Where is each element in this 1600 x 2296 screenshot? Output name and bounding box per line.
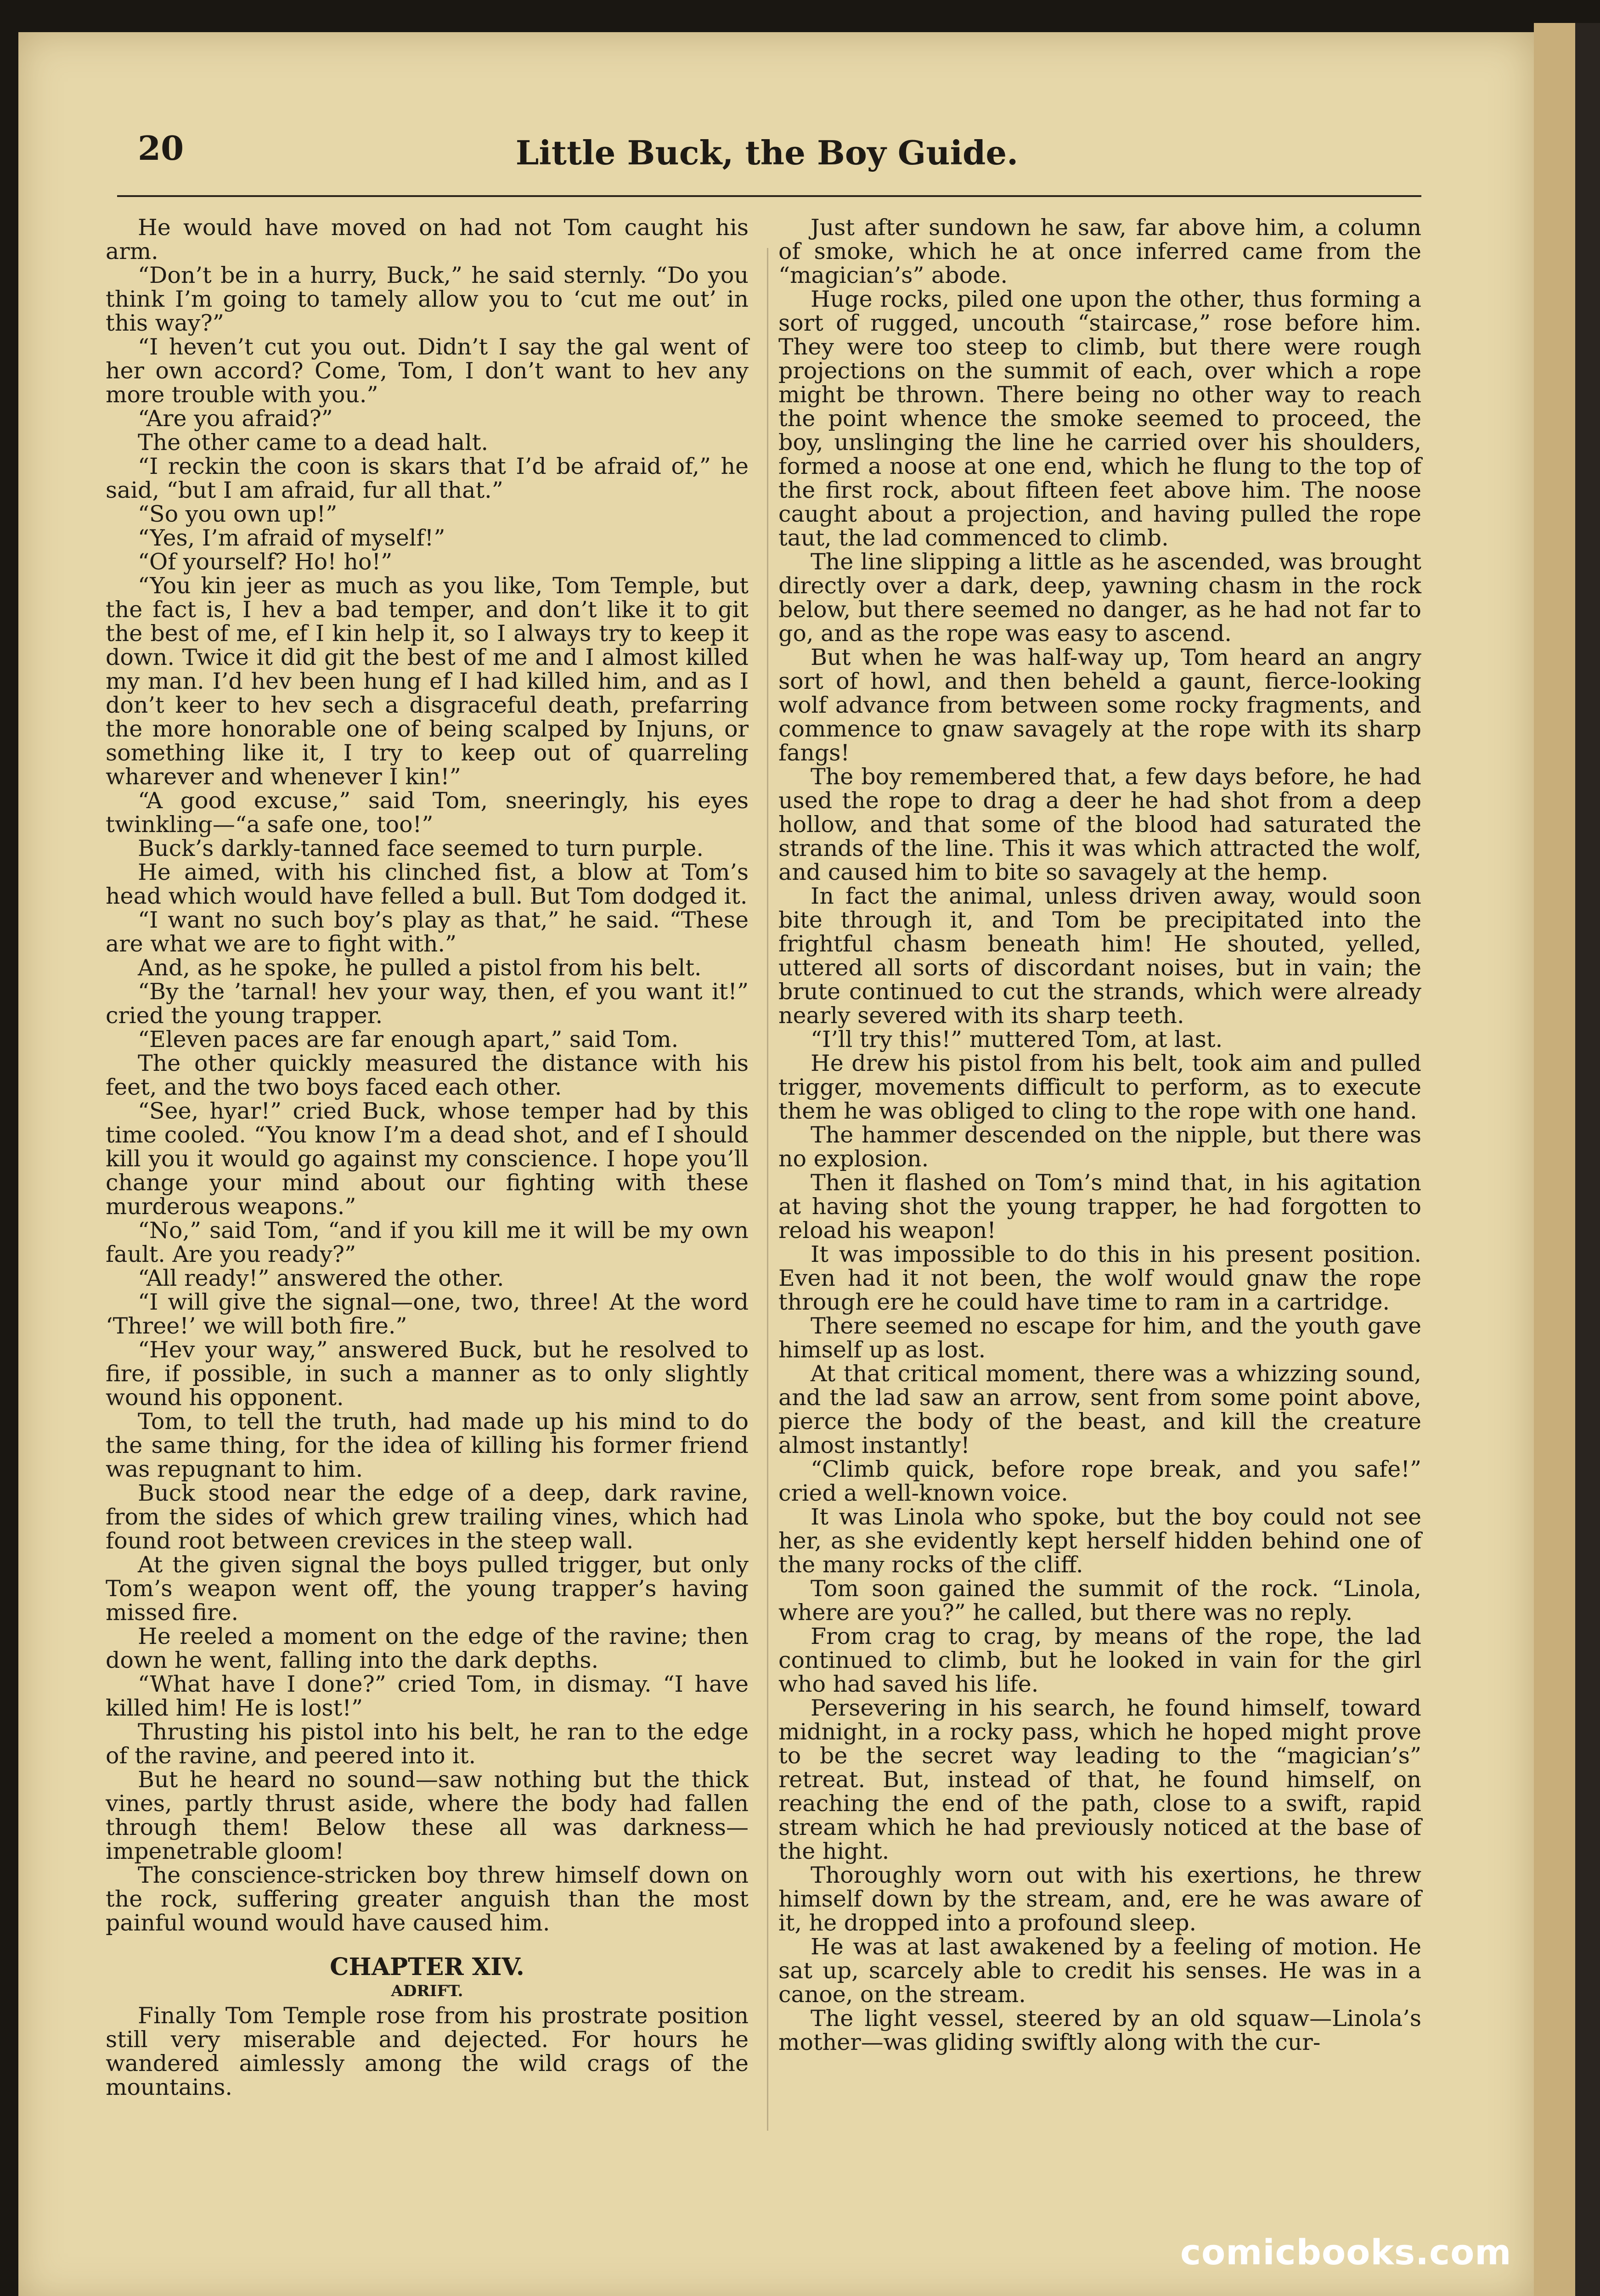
paragraph: In fact the animal, unless driven away, would soon bite through it, and Tom be precipitated into the frightful chasm beneath him! He shouted, yelled, uttered all sorts of discordant noises, but in vain; the brute continued to cut the strands, which were already nearly severed with its sharp teeth. [778,883,1421,1029]
paragraph: “All ready!” answered the other. [138,1265,504,1291]
header-rule [117,195,1421,197]
paragraph: “By the ’tarnal! hev your way, then, ef you want it!” cried the young trapper. [106,979,749,1029]
paragraph: Thoroughly worn out with his exertions, he threw himself down by the stream, and, ere he was aware of it, he dropped into a profound sleep. [778,1862,1421,1936]
paragraph: The light vessel, steered by an old squaw—Linola’s mother—was gliding swiftly along with the cur- [778,2005,1421,2055]
chapter-subtitle: ADRIFT. [391,1982,463,2000]
paragraph: “Eleven paces are far enough apart,” said Tom. [138,1026,679,1052]
paragraph: The other came to a dead halt. [138,429,489,456]
paragraph: Then it flashed on Tom’s mind that, in his agitation at having shot the young trapper, he had forgotten to reload his weapon! [778,1170,1421,1244]
paragraph: “Climb quick, before rope break, and you safe!” cried a well-known voice. [778,1456,1421,1506]
paragraph: “You kin jeer as much as you like, Tom Temple, but the fact is, I hev a bad temper, and don’t like it to git the best of me, ef I kin help it, so I always try to keep it down. Twice it did git the best of me and I almost killed my man. I’d hev been hung ef I had killed him, and as I don’t keer to hev sech a disgraceful death, prefarring the more honorable one of being scalped by Injuns, or something like it, I try to keep out of quarreling wharever and whenever I kin!” [106,573,749,790]
paragraph: “I reckin the coon is skars that I’d be afraid of,” he said, “but I am afraid, fur all that.” [106,453,749,503]
paragraph: Persevering in his search, he found himself, toward midnight, in a rocky pass, which he hoped might prove to be the secret way leading to the “magician’s” retreat. But, instead of that, he found himself, on reaching the end of the path, close to a swift, rapid stream which he had previously noticed at the base of the hight. [778,1695,1421,1864]
page-number: 20 [138,129,184,168]
paragraph: “I want no such boy’s play as that,” he said. “These are what we are to fight with.” [106,907,749,957]
paragraph: The hammer descended on the nipple, but there was no explosion. [778,1122,1421,1172]
paragraph: The conscience-stricken boy threw himself down on the rock, suffering greater anguish than the most painful wound would have caused him. [106,1862,749,1936]
paragraph: And, as he spoke, he pulled a pistol from his belt. [138,955,702,981]
chapter-opening-paragraph: Finally Tom Temple rose from his prostrate position still very miserable and dejected. For hours he wandered aimlessly among the wild crags of the mountains. [106,2003,749,2100]
paragraph: The other quickly measured the distance with his feet, and the two boys faced each other. [106,1050,749,1100]
paragraph: But he heard no sound—saw nothing but the thick vines, partly thrust aside, where the body had fallen through them! Below these all was darkness—impenetrable gloom! [106,1767,749,1864]
page-header [110,115,1424,184]
paragraph: “I will give the signal—one, two, three! At the word ‘Three!’ we will both fire.” [106,1289,749,1339]
paragraph: There seemed no escape for him, and the youth gave himself up as lost. [778,1313,1421,1363]
paragraph: From crag to crag, by means of the rope, the lad continued to climb, but he looked in vain for the girl who had saved his life. [778,1623,1421,1697]
paragraph: Buck’s darkly-tanned face seemed to turn purple. [138,835,704,861]
paragraph: “A good excuse,” said Tom, sneeringly, his eyes twinkling—“a safe one, too!” [106,788,749,838]
running-title: Little Buck, the Boy Guide. [515,133,1019,172]
paragraph: The boy remembered that, a few days before, he had used the rope to drag a deer he had shot from a deep hollow, and that some of the blood had saturated the strands of the line. This it was which attracted the wolf, and caused him to bite so savagely at the hemp. [778,764,1421,885]
paragraph: Buck stood near the edge of a deep, dark ravine, from the sides of which grew trailing vines, which had found root between crevices in the steep wall. [106,1480,749,1554]
binding-shadow [1575,23,1600,2296]
paragraph: He reeled a moment on the edge of the ravine; then down he went, falling into the dark depths. [106,1623,749,1673]
paragraph: “I heven’t cut you out. Didn’t I say the gal went of her own accord? Come, Tom, I don’t want to hev any more trouble with you.” [106,334,749,408]
paragraph: It was impossible to do this in his present position. Even had it not been, the wolf would gnaw the rope through ere he could have time to ram in a cartridge. [778,1241,1421,1315]
paragraph: “Of yourself? Ho! ho!” [138,549,393,575]
paragraph: Huge rocks, piled one upon the other, thus forming a sort of rugged, uncouth “staircase,” rose before him. They were too steep to climb, but there were rough projections on the summit of each, over which a rope might be thrown. There being no other way to reach the point whence the smoke seemed to proceed, the boy, unslinging the line he carried over his shoulders, formed a noose at one end, which he flung to the top of the first rock, about fifteen feet above him. The noose caught about a projection, and having pulled the rope taut, the lad commenced to climb. [778,286,1421,551]
paragraph: “So you own up!” [138,501,338,527]
paragraph: Tom, to tell the truth, had made up his mind to do the same thing, for the idea of killing his former friend was repugnant to him. [106,1408,749,1482]
paragraph: The line slipping a little as he ascended, was brought directly over a dark, deep, yawning chasm in the rock below, but there seemed no danger, as he had not far to go, and as the rope was easy to ascend. [778,549,1421,647]
paragraph: “Yes, I’m afraid of myself!” [138,525,445,551]
paragraph: “Hev your way,” answered Buck, but he resolved to fire, if possible, in such a manner as to only slightly wound his opponent. [106,1337,749,1411]
paragraph: He aimed, with his clinched fist, a blow at Tom’s head which would have felled a bull. But Tom dodged it. [106,859,749,909]
paragraph: He would have moved on had not Tom caught his arm. [106,214,749,264]
paragraph: Tom soon gained the summit of the rock. “Linola, where are you?” he called, but there was no reply. [778,1576,1421,1626]
column-divider [767,248,768,2131]
paragraph: At the given signal the boys pulled trigger, but only Tom’s weapon went off, the young trapper’s having missed fire. [106,1552,749,1626]
right-column [778,216,1421,2054]
paragraph: “Don’t be in a hurry, Buck,” he said sternly. “Do you think I’m going to tamely allow you to ‘cut me out’ in this way?” [106,262,749,336]
paragraph: He drew his pistol from his belt, took aim and pulled trigger, movements difficult to perform, as to execute them he was obliged to cling to the rope with one hand. [778,1050,1421,1124]
paragraph: “No,” said Tom, “and if you kill me it will be my own fault. Are you ready?” [106,1217,749,1267]
paragraph: He was at last awakened by a feeling of motion. He sat up, scarcely able to credit his senses. He was in a canoe, on the stream. [778,1934,1421,2008]
paragraph: “Are you afraid?” [138,405,333,432]
paragraph: “See, hyar!” cried Buck, whose temper had by this time cooled. “You know I’m a dead shot, and ef I should kill you it would go against my conscience. I hope you’ll change your mind about our fighting with these murderous weapons.” [106,1098,749,1220]
paragraph: Thrusting his pistol into his belt, he ran to the edge of the ravine, and peered into it. [106,1719,749,1769]
paragraph: Just after sundown he saw, far above him, a column of smoke, which he at once inferred came from the “magician’s” abode. [778,214,1421,288]
chapter-heading: CHAPTER XIV. [330,1953,524,1981]
paragraph: “I’ll try this!” muttered Tom, at last. [811,1026,1223,1052]
paragraph: At that critical moment, there was a whizzing sound, and the lad saw an arrow, sent from some point above, pierce the body of the beast, and kill the creature almost instantly! [778,1361,1421,1458]
paragraph: It was Linola who spoke, but the boy could not see her, as she evidently kept herself hidden behind one of the many rocks of the cliff. [778,1504,1421,1578]
paragraph: “What have I done?” cried Tom, in dismay. “I have killed him! He is lost!” [106,1671,749,1721]
page-edge [1534,23,1575,2296]
paragraph: But when he was half-way up, Tom heard an angry sort of howl, and then beheld a gaunt, fierce-looking wolf advance from between some rocky fragments, and commence to gnaw savagely at the rope with its sharp fangs! [778,644,1421,766]
watermark: comicbooks.com [1180,2232,1512,2273]
left-column [106,216,749,2099]
